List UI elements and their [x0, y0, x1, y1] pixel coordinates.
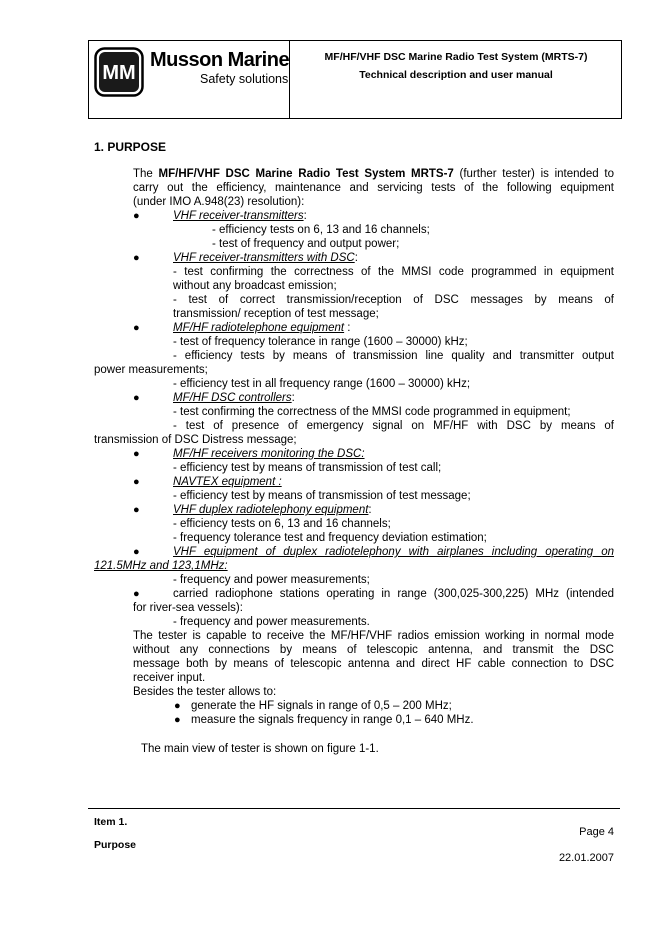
figure-reference: The main view of tester is shown on figure 1-1.	[141, 743, 379, 755]
bullet: ●	[133, 504, 140, 516]
item-vhf-dsc-detail: without any broadcast emission;	[173, 280, 337, 292]
document-title: MF/HF/VHF DSC Marine Radio Test System (MRTS-7)	[324, 51, 588, 63]
footer-page: Page 4	[579, 826, 614, 838]
brand-name: Musson Marine	[150, 49, 290, 71]
footer-item: Item 1.	[94, 816, 128, 828]
item-navtex-title: NAVTEX equipment :	[173, 476, 282, 488]
item-vhf-duplex-detail: - frequency tolerance test and frequency deviation estimation;	[173, 532, 487, 544]
item-mfhf-dsc-title: MF/HF DSC controllers:	[173, 392, 295, 404]
intro-line-2: carry out the efficiency, maintenance and servicing tests of the following equipment	[133, 182, 614, 194]
document-subtitle: Technical description and user manual	[359, 69, 553, 81]
item-mfhf-rt-detail: - efficiency test in all frequency range (1600 – 30000) kHz;	[173, 378, 471, 390]
intro-line-3: (under IMO A.948(23) resolution):	[133, 196, 305, 208]
bullet: ●	[133, 588, 140, 600]
item-mfhf-rt-title: MF/HF radiotelephone equipment :	[173, 322, 351, 334]
footer-rule	[88, 808, 620, 809]
capability-text: without any connections by means of telescopic antenna, and transmit the DSC	[133, 644, 614, 656]
capability-text: message both by means of telescopic antenna and direct HF cable connection to DSC	[133, 658, 614, 670]
allows-intro: Besides the tester allows to:	[133, 686, 277, 698]
item-vhf-air-title: VHF equipment of duplex radiotelephony with airplanes including operating on	[173, 546, 614, 558]
item-vhf-duplex-detail: - efficiency tests on 6, 13 and 16 channels;	[173, 518, 391, 530]
item-vhf-rt-detail: - test of frequency and output power;	[212, 238, 400, 250]
item-mfhf-rt-detail: - efficiency tests by means of transmission line quality and transmitter output	[173, 350, 614, 362]
bullet: ●	[133, 210, 140, 222]
intro-line-1: The MF/HF/VHF DSC Marine Radio Test System MRTS-7 (further tester) is intended to	[133, 168, 614, 180]
item-vhf-dsc-detail: - test of correct transmission/reception of DSC messages by means of	[173, 294, 614, 306]
bullet: ●	[133, 392, 140, 404]
footer-date: 22.01.2007	[558, 852, 614, 864]
item-river-detail: - frequency and power measurements.	[173, 616, 370, 628]
item-vhf-air-title: 121.5MHz and 123,1MHz:	[94, 560, 228, 572]
capability-text: The tester is capable to receive the MF/HF/VHF radios emission working in normal mode	[133, 630, 614, 642]
logo-text: MM	[102, 62, 136, 84]
item-vhf-rt-title: VHF receiver-transmitters:	[173, 210, 307, 222]
bullet: ●	[133, 476, 140, 488]
item-mfhf-rx-detail: - efficiency test by means of transmission of test call;	[173, 462, 442, 474]
item-mfhf-dsc-detail: - test confirming the correctness of the MMSI code programmed in equipment;	[173, 406, 571, 418]
item-vhf-dsc-detail: transmission/ reception of test message;	[173, 308, 379, 320]
item-river-text: for river-sea vessels):	[133, 602, 243, 614]
bullet: ●	[133, 546, 140, 558]
bullet: ●	[133, 252, 140, 264]
item-vhf-rt-detail: - efficiency tests on 6, 13 and 16 channels;	[212, 224, 430, 236]
footer-section: Purpose	[94, 839, 137, 851]
capability-text: receiver input.	[133, 672, 206, 684]
item-vhf-dsc-detail: - test confirming the correctness of the MMSI code programmed in equipment	[173, 266, 614, 278]
musson-marine-logo-icon	[94, 47, 144, 97]
item-river-text: carried radiophone stations operating in range (300,025-300,225) MHz (intended	[173, 588, 614, 600]
item-vhf-duplex-title: VHF duplex radiotelephony equipment:	[173, 504, 372, 516]
allows-item: generate the HF signals in range of 0,5 – 200 MHz;	[191, 700, 452, 712]
bullet: ●	[133, 322, 140, 334]
section-title: 1. PURPOSE	[94, 140, 167, 154]
item-vhf-air-detail: - frequency and power measurements;	[173, 574, 370, 586]
bullet: ●	[174, 700, 181, 712]
item-vhf-dsc-title: VHF receiver-transmitters with DSC:	[173, 252, 358, 264]
item-mfhf-rt-detail: power measurements;	[94, 364, 208, 376]
allows-item: measure the signals frequency in range 0,1 – 640 MHz.	[191, 714, 474, 726]
item-mfhf-dsc-detail: - test of presence of emergency signal on MF/HF with DSC by means of	[173, 420, 614, 432]
header-divider	[289, 40, 290, 119]
item-mfhf-rt-detail: - test of frequency tolerance in range (1600 – 30000) kHz;	[173, 336, 468, 348]
bullet: ●	[174, 714, 181, 726]
item-mfhf-rx-title: MF/HF receivers monitoring the DSC:	[173, 448, 365, 460]
bullet: ●	[133, 448, 140, 460]
brand-slogan: Safety solutions	[200, 72, 289, 86]
product-name: MF/HF/VHF DSC Marine Radio Test System MRTS-7	[158, 168, 454, 180]
item-navtex-detail: - efficiency test by means of transmission of test message;	[173, 490, 471, 502]
item-mfhf-dsc-detail: transmission of DSC Distress message;	[94, 434, 297, 446]
